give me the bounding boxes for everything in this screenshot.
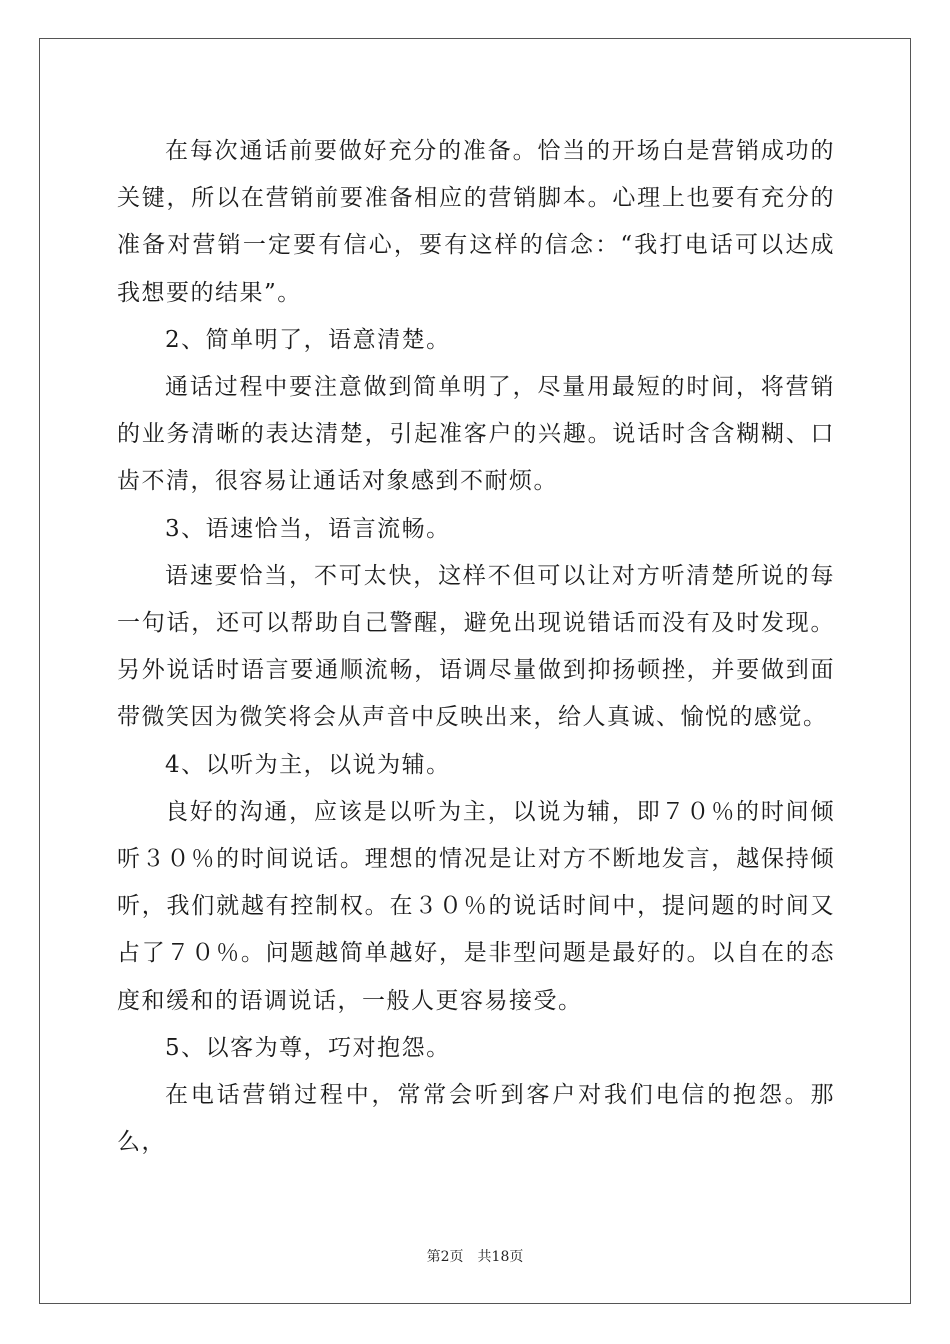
paragraph-point-4: 良好的沟通，应该是以听为主，以说为辅，即７０％的时间倾听３０％的时间说话。理想的情况是让对方不断地发言，越保持倾听，我们就越有控制权。在３０％的说话时间中，提问题的时间又占了７０％。问题越简单越好，是非型问题是最好的。以自在的态度和缓和的语调说话，一般人更容易接受。 (117, 798, 835, 1014)
paragraph-point-3: 语速要恰当，不可太快，这样不但可以让对方听清楚所说的每一句话，还可以帮助自己警醒，避免出现说错话而没有及时发现。另外说话时语言要通顺流畅，语调尽量做到抑扬顿挫，并要做到面带微笑因为微笑将会从声音中反映出来，给人真诚、愉悦的感觉。 (117, 562, 835, 731)
page-number-footer: 第2页 共18页 (426, 1249, 524, 1265)
paragraph-point-5: 在电话营销过程中，常常会听到客户对我们电信的抱怨。那么， (117, 1082, 835, 1156)
heading-point-5: 5、以客为尊，巧对抱怨。 (165, 1034, 451, 1061)
heading-point-4: 4、以听为主，以说为辅。 (165, 751, 451, 778)
paragraph-point-2: 通话过程中要注意做到简单明了，尽量用最短的时间，将营销的业务清晰的表达清楚，引起准客户的兴趣。说话时含含糊糊、口齿不清，很容易让通话对象感到不耐烦。 (117, 374, 835, 495)
heading-point-2: 2、简单明了，语意清楚。 (165, 326, 451, 353)
heading-point-3: 3、语速恰当，语言流畅。 (165, 515, 451, 542)
document-body (117, 128, 835, 1166)
paragraph-intro: 在每次通话前要做好充分的准备。恰当的开场白是营销成功的关键，所以在营销前要准备相应的营销脚本。心理上也要有充分的准备对营销一定要有信心，要有这样的信念：“我打电话可以达成我想要的结果”。 (117, 138, 835, 306)
